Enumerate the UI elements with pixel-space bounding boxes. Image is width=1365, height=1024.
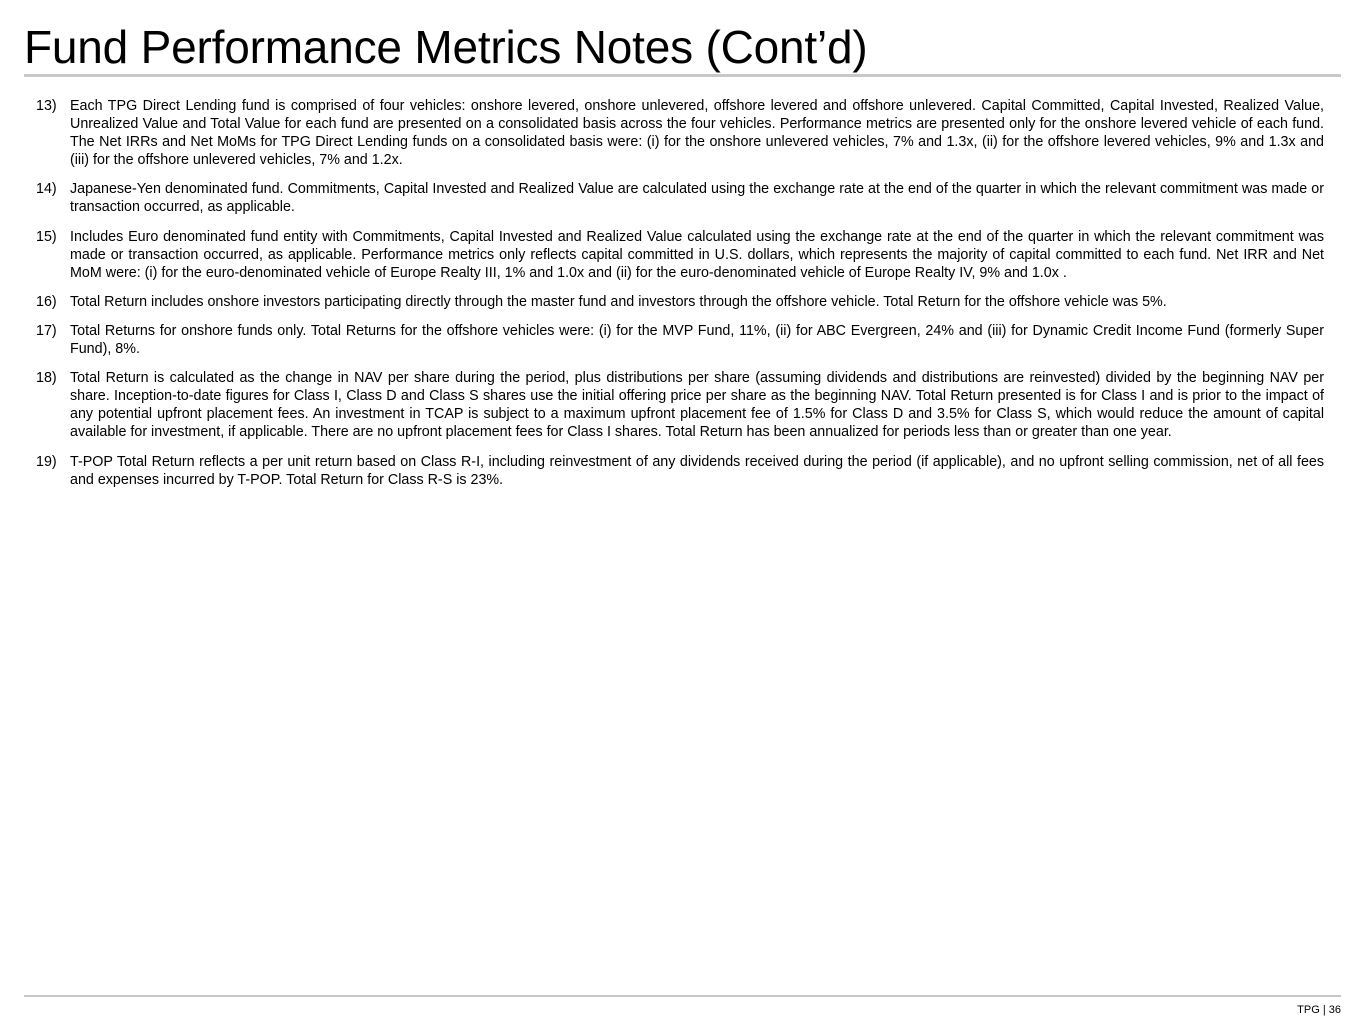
- note-item: [36, 97, 1324, 169]
- note-number: 18): [36, 370, 57, 387]
- footer-divider: [24, 995, 1341, 997]
- page-footer: TPG | 36: [1297, 1004, 1341, 1016]
- note-text: Total Return is calculated as the change in NAV per share during the period, plus distributions per share (assuming dividends and distributions are reinvested) divided by the beginning NAV per share. Inception-to-date figures for Class I, Class D and Class S shares use the initial offering price per share as the beginning NAV. Total Return presented is for Class I and is prior to the impact of any potential upfront placement fees. An investment in TCAP is subject to a maximum upfront placement fee of 1.5% for Class D and 3.5% for Class S, which would reduce the amount of capital available for investment, if applicable. There are no upfront placement fees for Class I shares. Total Return has been annualized for periods less than or greater than one year.: [70, 370, 1324, 441]
- note-item: [36, 453, 1324, 489]
- note-text: Each TPG Direct Lending fund is comprised of four vehicles: onshore levered, onshore unlevered, offshore levered and offshore unlevered. Capital Committed, Capital Invested, Realized Value, Unrealized Value and Total Value for each fund are presented on a consolidated basis across the four vehicles. Performance metrics are presented only for the onshore levered vehicle of each fund. The Net IRRs and Net MoMs for TPG Direct Lending funds on a consolidated basis were: (i) for the onshore unlevered vehicles, 7% and 1.3x, (ii) for the offshore levered vehicles, 9% and 1.3x and (iii) for the offshore unlevered vehicles, 7% and 1.2x.: [70, 98, 1324, 169]
- note-number: 19): [36, 453, 57, 470]
- page-title: Fund Performance Metrics Notes (Cont’d): [24, 21, 868, 73]
- title-divider: [24, 74, 1341, 77]
- note-text: Japanese-Yen denominated fund. Commitments, Capital Invested and Realized Value are calculated using the exchange rate at the end of the quarter in which the relevant commitment was made or transaction occurred, as applicable.: [70, 181, 1324, 216]
- note-number: 17): [36, 322, 57, 339]
- note-text: Total Returns for onshore funds only. Total Returns for the offshore vehicles were: (i) for the MVP Fund, 11%, (ii) for ABC Evergreen, 24% and (iii) for Dynamic Credit Income Fund (formerly Super Fund), 8%.: [70, 322, 1324, 358]
- note-text: Total Return includes onshore investors participating directly through the master fund and investors through the offshore vehicle. Total Return for the offshore vehicle was 5%.: [70, 293, 1167, 310]
- notes-list: [36, 97, 1324, 500]
- note-number: 16): [36, 293, 57, 310]
- note-text: T-POP Total Return reflects a per unit return based on Class R-I, including reinvestment of any dividends received during the period (if applicable), and no upfront selling commission, net of all fees and expenses incurred by T-POP. Total Return for Class R-S is 23%.: [70, 453, 1324, 488]
- note-text: Includes Euro denominated fund entity with Commitments, Capital Invested and Realized Value calculated using the exchange rate at the end of the quarter in which the relevant commitment was made or transaction occurred, as applicable. Performance metrics only reflects capital committed in U.S. dollars, which represents the majority of capital committed to each fund. Net IRR and Net MoM were: (i) for the euro-denominated vehicle of Europe Realty III, 1% and 1.0x and (ii) for the euro-denominated vehicle of Europe Realty IV, 9% and 1.0x .: [70, 228, 1324, 281]
- note-item: [36, 228, 1324, 282]
- note-number: 15): [36, 228, 57, 245]
- note-item: [36, 180, 1324, 216]
- note-number: 13): [36, 98, 57, 114]
- note-number: 14): [36, 181, 57, 198]
- note-item: [36, 369, 1324, 441]
- note-item: [36, 293, 1324, 311]
- note-item: [36, 322, 1324, 358]
